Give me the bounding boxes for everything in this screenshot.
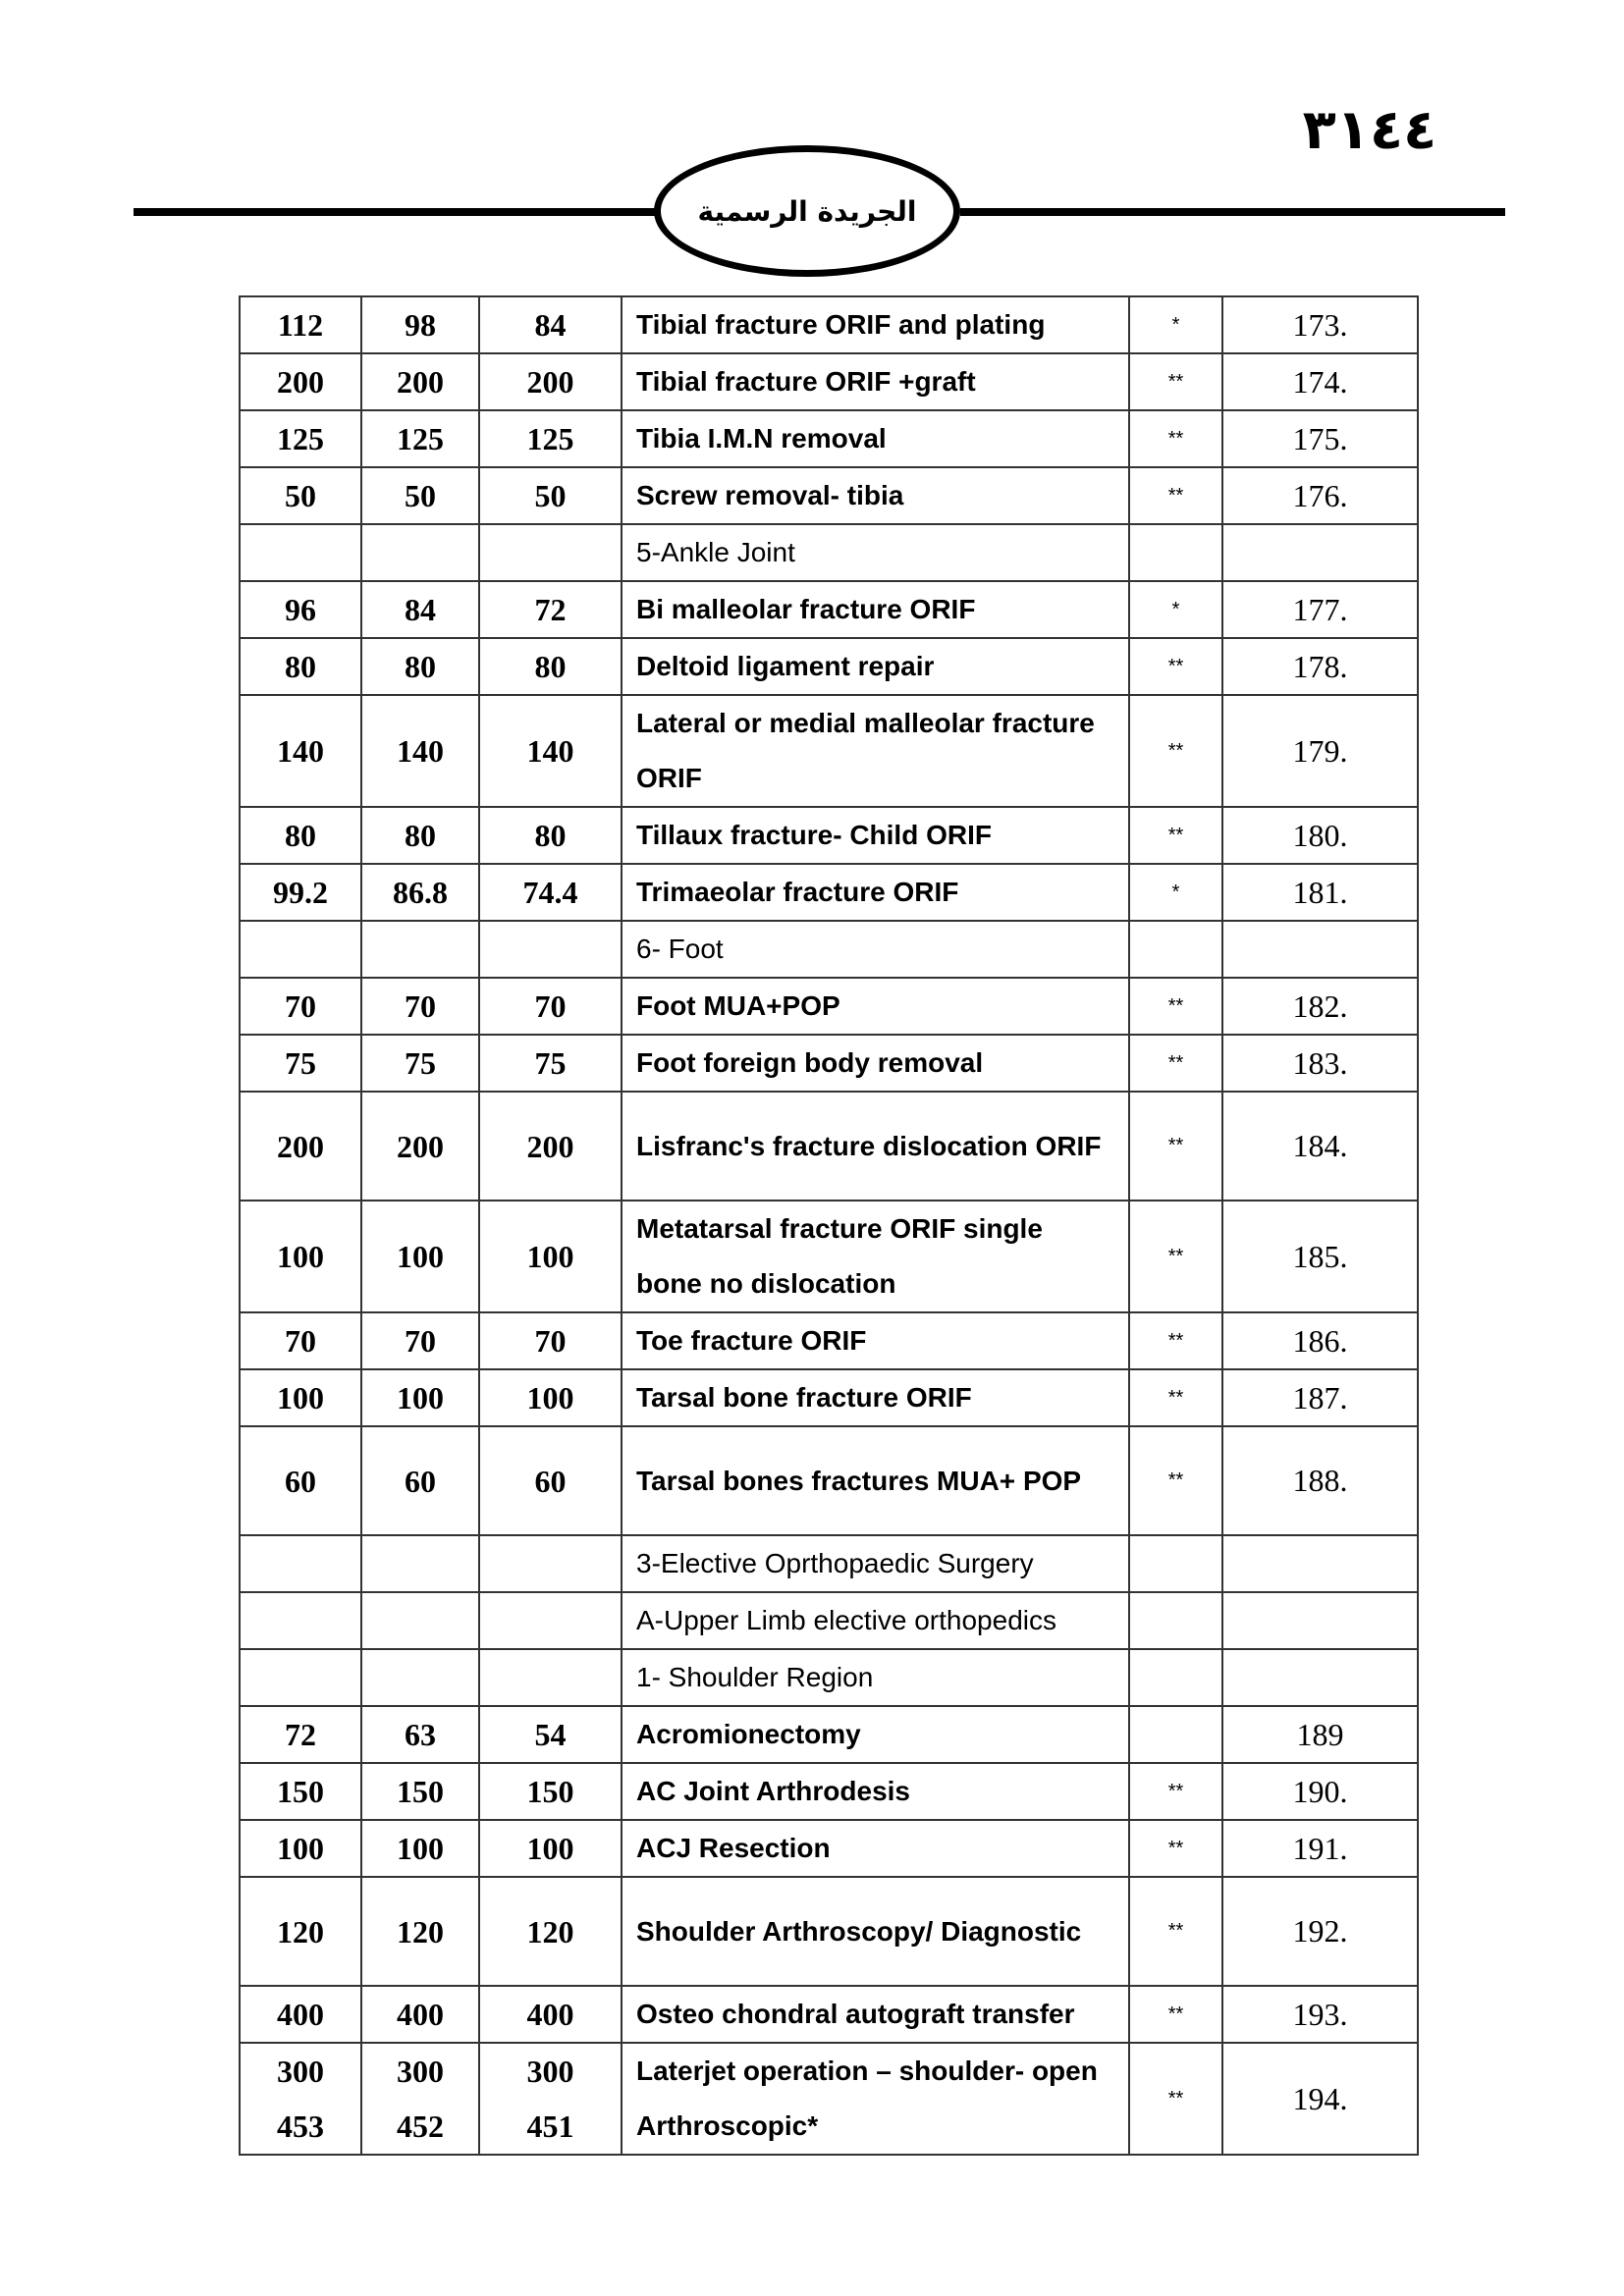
price-col-3: 50 bbox=[479, 467, 622, 524]
category-mark: ** bbox=[1129, 1369, 1222, 1426]
table-row bbox=[240, 1986, 1418, 2043]
category-mark: ** bbox=[1129, 1426, 1222, 1535]
header-rule-right bbox=[960, 208, 1505, 216]
procedure-description: A-Upper Limb elective orthopedics bbox=[622, 1592, 1129, 1649]
procedure-description: Tibial fracture ORIF +graft bbox=[622, 353, 1129, 410]
header-rule-left bbox=[134, 208, 664, 216]
procedure-description: Osteo chondral autograft transfer bbox=[622, 1986, 1129, 2043]
price-col-2: 200 bbox=[361, 1092, 479, 1201]
table-row bbox=[240, 1426, 1418, 1535]
item-number: 192. bbox=[1222, 1877, 1418, 1986]
category-mark: ** bbox=[1129, 1877, 1222, 1986]
procedure-description: Tillaux fracture- Child ORIF bbox=[622, 807, 1129, 864]
price-col-2: 100 bbox=[361, 1820, 479, 1877]
procedure-description: Screw removal- tibia bbox=[622, 467, 1129, 524]
gazette-title-oval bbox=[654, 145, 960, 277]
procedure-description: 5-Ankle Joint bbox=[622, 524, 1129, 581]
item-number: 193. bbox=[1222, 1986, 1418, 2043]
price-col-3 bbox=[479, 1535, 622, 1592]
price-col-2: 140 bbox=[361, 695, 479, 807]
procedure-description: Lisfranc's fracture dislocation ORIF bbox=[622, 1092, 1129, 1201]
category-mark: ** bbox=[1129, 1201, 1222, 1312]
procedure-description: Acromionectomy bbox=[622, 1706, 1129, 1763]
category-mark: ** bbox=[1129, 695, 1222, 807]
category-mark bbox=[1129, 1649, 1222, 1706]
gazette-title: الجريدة الرسمية bbox=[697, 194, 917, 228]
price-col-3: 125 bbox=[479, 410, 622, 467]
table-row bbox=[240, 296, 1418, 353]
price-col-2 bbox=[361, 524, 479, 581]
price-col-3: 84 bbox=[479, 296, 622, 353]
price-col-2: 84 bbox=[361, 581, 479, 638]
procedure-description: Toe fracture ORIF bbox=[622, 1312, 1129, 1369]
category-mark: ** bbox=[1129, 638, 1222, 695]
price-col-1: 75 bbox=[240, 1035, 361, 1092]
item-number: 182. bbox=[1222, 978, 1418, 1035]
price-col-2: 70 bbox=[361, 1312, 479, 1369]
table-row bbox=[240, 1092, 1418, 1201]
price-col-2 bbox=[361, 1649, 479, 1706]
category-mark: ** bbox=[1129, 2043, 1222, 2155]
price-col-3: 120 bbox=[479, 1877, 622, 1986]
price-col-1: 140 bbox=[240, 695, 361, 807]
price-col-2 bbox=[361, 1592, 479, 1649]
price-col-3: 300 451 bbox=[479, 2043, 622, 2155]
table-row bbox=[240, 1312, 1418, 1369]
price-col-3: 100 bbox=[479, 1369, 622, 1426]
item-number: 186. bbox=[1222, 1312, 1418, 1369]
price-col-2: 100 bbox=[361, 1369, 479, 1426]
table-row bbox=[240, 807, 1418, 864]
price-col-1: 60 bbox=[240, 1426, 361, 1535]
page-number: ٣١٤٤ bbox=[1302, 98, 1437, 162]
item-number: 188. bbox=[1222, 1426, 1418, 1535]
price-col-1: 96 bbox=[240, 581, 361, 638]
item-number bbox=[1222, 524, 1418, 581]
item-number: 178. bbox=[1222, 638, 1418, 695]
price-col-3 bbox=[479, 1649, 622, 1706]
price-col-3: 72 bbox=[479, 581, 622, 638]
section-row bbox=[240, 921, 1418, 978]
price-col-2: 63 bbox=[361, 1706, 479, 1763]
table-row bbox=[240, 695, 1418, 807]
price-col-1: 99.2 bbox=[240, 864, 361, 921]
price-col-1: 125 bbox=[240, 410, 361, 467]
price-col-2: 120 bbox=[361, 1877, 479, 1986]
section-row bbox=[240, 524, 1418, 581]
procedure-description: AC Joint Arthrodesis bbox=[622, 1763, 1129, 1820]
price-col-2: 86.8 bbox=[361, 864, 479, 921]
item-number: 187. bbox=[1222, 1369, 1418, 1426]
category-mark: ** bbox=[1129, 1986, 1222, 2043]
price-col-1: 80 bbox=[240, 638, 361, 695]
price-col-3: 100 bbox=[479, 1820, 622, 1877]
category-mark: ** bbox=[1129, 978, 1222, 1035]
procedure-description: Lateral or medial malleolar fracture ORIF bbox=[622, 695, 1129, 807]
price-col-2: 150 bbox=[361, 1763, 479, 1820]
procedure-description: Deltoid ligament repair bbox=[622, 638, 1129, 695]
item-number: 179. bbox=[1222, 695, 1418, 807]
price-col-3 bbox=[479, 1592, 622, 1649]
price-col-1 bbox=[240, 1592, 361, 1649]
item-number: 184. bbox=[1222, 1092, 1418, 1201]
category-mark bbox=[1129, 1592, 1222, 1649]
price-col-2: 60 bbox=[361, 1426, 479, 1535]
price-col-3: 80 bbox=[479, 638, 622, 695]
procedure-description: Tarsal bones fractures MUA+ POP bbox=[622, 1426, 1129, 1535]
table-row bbox=[240, 978, 1418, 1035]
item-number bbox=[1222, 1535, 1418, 1592]
price-col-2 bbox=[361, 921, 479, 978]
price-col-3: 70 bbox=[479, 978, 622, 1035]
price-col-1 bbox=[240, 1649, 361, 1706]
procedure-description: Tibial fracture ORIF and plating bbox=[622, 296, 1129, 353]
price-col-3: 54 bbox=[479, 1706, 622, 1763]
price-col-1: 70 bbox=[240, 1312, 361, 1369]
price-col-3: 74.4 bbox=[479, 864, 622, 921]
price-col-3: 75 bbox=[479, 1035, 622, 1092]
table-row bbox=[240, 410, 1418, 467]
price-col-2 bbox=[361, 1535, 479, 1592]
price-col-1: 200 bbox=[240, 1092, 361, 1201]
price-col-2: 50 bbox=[361, 467, 479, 524]
category-mark: ** bbox=[1129, 1312, 1222, 1369]
category-mark: * bbox=[1129, 581, 1222, 638]
price-col-3 bbox=[479, 524, 622, 581]
category-mark: ** bbox=[1129, 1763, 1222, 1820]
price-col-2: 80 bbox=[361, 638, 479, 695]
category-mark: ** bbox=[1129, 1092, 1222, 1201]
procedure-description: 1- Shoulder Region bbox=[622, 1649, 1129, 1706]
item-number: 183. bbox=[1222, 1035, 1418, 1092]
category-mark: * bbox=[1129, 864, 1222, 921]
procedure-description: Trimaeolar fracture ORIF bbox=[622, 864, 1129, 921]
item-number: 173. bbox=[1222, 296, 1418, 353]
table-row bbox=[240, 1706, 1418, 1763]
price-col-1: 300 453 bbox=[240, 2043, 361, 2155]
category-mark bbox=[1129, 524, 1222, 581]
category-mark: ** bbox=[1129, 353, 1222, 410]
item-number: 175. bbox=[1222, 410, 1418, 467]
fee-table bbox=[239, 295, 1419, 2156]
procedure-description: Laterjet operation – shoulder- open Arthroscopic* bbox=[622, 2043, 1129, 2155]
table-row bbox=[240, 1201, 1418, 1312]
price-col-1: 100 bbox=[240, 1820, 361, 1877]
price-col-1: 72 bbox=[240, 1706, 361, 1763]
price-col-1: 70 bbox=[240, 978, 361, 1035]
price-col-1 bbox=[240, 921, 361, 978]
table-row bbox=[240, 1035, 1418, 1092]
category-mark: ** bbox=[1129, 807, 1222, 864]
price-col-3: 150 bbox=[479, 1763, 622, 1820]
item-number: 189 bbox=[1222, 1706, 1418, 1763]
procedure-description: 3-Elective Oprthopaedic Surgery bbox=[622, 1535, 1129, 1592]
price-col-1: 200 bbox=[240, 353, 361, 410]
item-number: 185. bbox=[1222, 1201, 1418, 1312]
price-col-3: 70 bbox=[479, 1312, 622, 1369]
price-col-3: 80 bbox=[479, 807, 622, 864]
procedure-description: 6- Foot bbox=[622, 921, 1129, 978]
price-col-3: 200 bbox=[479, 1092, 622, 1201]
item-number: 180. bbox=[1222, 807, 1418, 864]
price-col-1: 100 bbox=[240, 1369, 361, 1426]
price-col-2: 100 bbox=[361, 1201, 479, 1312]
price-col-1 bbox=[240, 1535, 361, 1592]
procedure-description: Foot MUA+POP bbox=[622, 978, 1129, 1035]
item-number: 190. bbox=[1222, 1763, 1418, 1820]
table-row bbox=[240, 467, 1418, 524]
category-mark: * bbox=[1129, 296, 1222, 353]
category-mark: ** bbox=[1129, 410, 1222, 467]
category-mark bbox=[1129, 921, 1222, 978]
price-col-2: 125 bbox=[361, 410, 479, 467]
item-number bbox=[1222, 921, 1418, 978]
category-mark: ** bbox=[1129, 467, 1222, 524]
section-row bbox=[240, 1592, 1418, 1649]
price-col-3: 60 bbox=[479, 1426, 622, 1535]
price-col-2: 70 bbox=[361, 978, 479, 1035]
procedure-description: Shoulder Arthroscopy/ Diagnostic bbox=[622, 1877, 1129, 1986]
section-row bbox=[240, 1649, 1418, 1706]
price-col-1: 100 bbox=[240, 1201, 361, 1312]
table-row bbox=[240, 353, 1418, 410]
item-number: 176. bbox=[1222, 467, 1418, 524]
table-row bbox=[240, 581, 1418, 638]
price-col-1: 400 bbox=[240, 1986, 361, 2043]
procedure-description: Foot foreign body removal bbox=[622, 1035, 1129, 1092]
price-col-2: 200 bbox=[361, 353, 479, 410]
table-row bbox=[240, 1877, 1418, 1986]
item-number: 194. bbox=[1222, 2043, 1418, 2155]
price-col-1: 120 bbox=[240, 1877, 361, 1986]
item-number: 177. bbox=[1222, 581, 1418, 638]
item-number: 181. bbox=[1222, 864, 1418, 921]
table-row bbox=[240, 638, 1418, 695]
price-col-1: 150 bbox=[240, 1763, 361, 1820]
price-col-3: 100 bbox=[479, 1201, 622, 1312]
procedure-description: Bi malleolar fracture ORIF bbox=[622, 581, 1129, 638]
price-col-3: 400 bbox=[479, 1986, 622, 2043]
table-row bbox=[240, 2043, 1418, 2155]
price-col-1: 80 bbox=[240, 807, 361, 864]
price-col-2: 80 bbox=[361, 807, 479, 864]
price-col-3: 200 bbox=[479, 353, 622, 410]
item-number: 174. bbox=[1222, 353, 1418, 410]
item-number: 191. bbox=[1222, 1820, 1418, 1877]
table-row bbox=[240, 1369, 1418, 1426]
category-mark: ** bbox=[1129, 1820, 1222, 1877]
category-mark bbox=[1129, 1535, 1222, 1592]
category-mark bbox=[1129, 1706, 1222, 1763]
item-number bbox=[1222, 1592, 1418, 1649]
price-col-2: 300 452 bbox=[361, 2043, 479, 2155]
procedure-description: Tibia I.M.N removal bbox=[622, 410, 1129, 467]
item-number bbox=[1222, 1649, 1418, 1706]
table-row bbox=[240, 1820, 1418, 1877]
category-mark: ** bbox=[1129, 1035, 1222, 1092]
section-row bbox=[240, 1535, 1418, 1592]
price-col-1: 112 bbox=[240, 296, 361, 353]
procedure-description: ACJ Resection bbox=[622, 1820, 1129, 1877]
price-col-2: 400 bbox=[361, 1986, 479, 2043]
price-col-3 bbox=[479, 921, 622, 978]
table-row bbox=[240, 864, 1418, 921]
price-col-2: 75 bbox=[361, 1035, 479, 1092]
procedure-description: Metatarsal fracture ORIF single bone no dislocation bbox=[622, 1201, 1129, 1312]
table-row bbox=[240, 1763, 1418, 1820]
price-col-3: 140 bbox=[479, 695, 622, 807]
procedure-description: Tarsal bone fracture ORIF bbox=[622, 1369, 1129, 1426]
price-col-2: 98 bbox=[361, 296, 479, 353]
price-col-1: 50 bbox=[240, 467, 361, 524]
price-col-1 bbox=[240, 524, 361, 581]
